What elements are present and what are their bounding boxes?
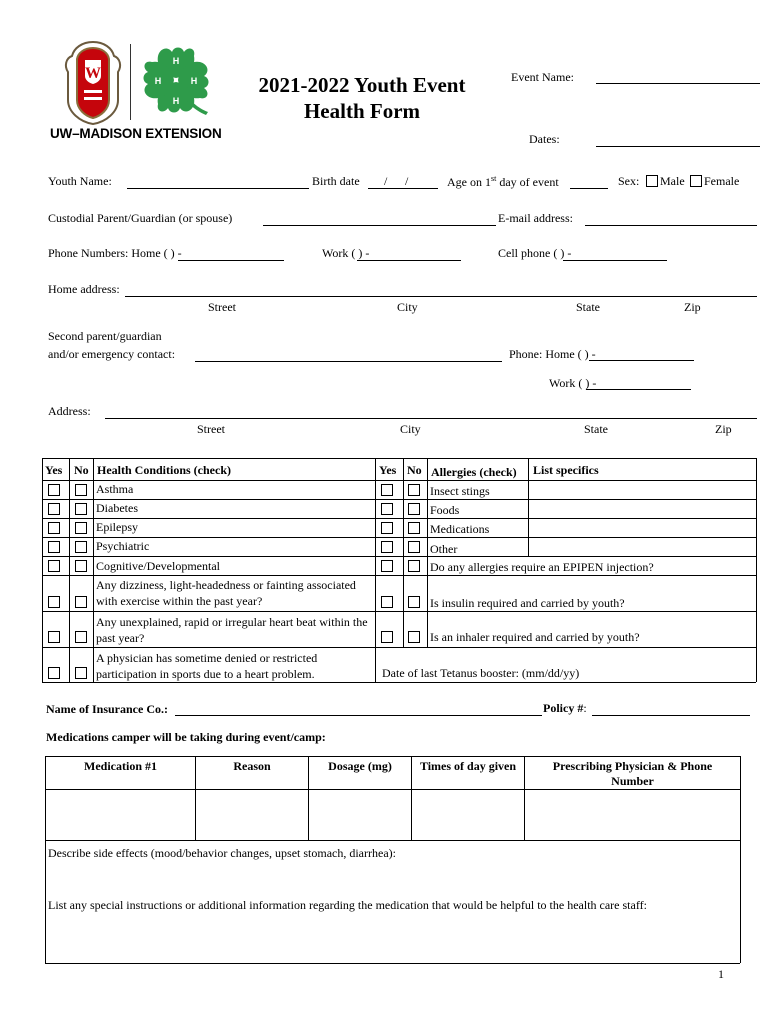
- med-col-times: Times of day given: [419, 759, 517, 773]
- birth-date-slash-2: /: [405, 174, 409, 188]
- condition-no-checkbox[interactable]: [75, 541, 87, 553]
- allergy-yes-checkbox[interactable]: [381, 522, 393, 534]
- allergies-header: Allergies (check): [431, 465, 517, 479]
- four-h-clover-icon: [138, 42, 214, 122]
- home-address-street: Street: [208, 300, 236, 314]
- page-number: 1: [718, 967, 724, 981]
- age-field[interactable]: [570, 188, 608, 189]
- svg-text:H: H: [172, 96, 180, 106]
- page-title-line2: Health Form: [303, 99, 421, 123]
- second-address-label: Address:: [48, 404, 91, 418]
- allergy-no-checkbox[interactable]: [408, 596, 420, 608]
- second-parent-label-1: Second parent/guardian: [48, 329, 162, 343]
- condition-no-checkbox[interactable]: [75, 484, 87, 496]
- allergy-yes-checkbox[interactable]: [381, 596, 393, 608]
- allergies-no-header: No: [407, 463, 422, 477]
- second-parent-label-2: and/or emergency contact:: [48, 347, 176, 361]
- condition-label: Cognitive/Developmental: [96, 559, 220, 573]
- second-parent-field[interactable]: [195, 361, 502, 362]
- list-specifics-header: List specifics: [533, 463, 599, 477]
- birth-date-slash-1: /: [384, 174, 388, 188]
- condition-no-checkbox[interactable]: [75, 667, 87, 679]
- allergy-no-checkbox[interactable]: [408, 631, 420, 643]
- youth-name-field[interactable]: [127, 188, 309, 189]
- phone-work-field[interactable]: [357, 260, 461, 261]
- logo-divider: [130, 44, 131, 120]
- condition-yes-checkbox[interactable]: [48, 484, 60, 496]
- condition-label: A physician has sometime denied or restricted participation in sports due to a heart problem.: [96, 651, 318, 681]
- allergy-yes-checkbox[interactable]: [381, 503, 393, 515]
- allergy-no-checkbox[interactable]: [408, 541, 420, 553]
- condition-yes-checkbox[interactable]: [48, 631, 60, 643]
- sex-female-checkbox[interactable]: [690, 175, 702, 187]
- birth-date-field[interactable]: [368, 188, 438, 189]
- svg-text:W: W: [85, 65, 101, 82]
- second-address-city: City: [400, 422, 421, 436]
- condition-label: Any dizziness, light-headedness or fainting associated with exercise within the past year?: [96, 578, 356, 608]
- conditions-no-header: No: [74, 463, 89, 477]
- allergy-label: Is an inhaler required and carried by youth?: [430, 630, 640, 644]
- home-address-state: State: [576, 300, 600, 314]
- allergy-no-checkbox[interactable]: [408, 484, 420, 496]
- svg-text:H: H: [172, 56, 180, 66]
- condition-label: Epilepsy: [96, 520, 138, 534]
- conditions-yes-header: Yes: [45, 463, 63, 477]
- allergy-no-checkbox[interactable]: [408, 503, 420, 515]
- custodial-parent-label: Custodial Parent/Guardian (or spouse): [48, 211, 233, 225]
- allergy-label: Is insulin required and carried by youth?: [430, 596, 625, 610]
- allergy-yes-checkbox[interactable]: [381, 631, 393, 643]
- page-title-line1: 2021-2022 Youth Event: [258, 73, 466, 97]
- allergy-no-checkbox[interactable]: [408, 522, 420, 534]
- sex-male-checkbox[interactable]: [646, 175, 658, 187]
- birth-date-label: Birth date: [312, 174, 360, 188]
- second-address-field[interactable]: [105, 418, 757, 419]
- policy-label-text: Policy #: [543, 701, 584, 715]
- condition-no-checkbox[interactable]: [75, 631, 87, 643]
- condition-yes-checkbox[interactable]: [48, 667, 60, 679]
- med-cell-dosage[interactable]: [309, 790, 411, 840]
- med-cell-times[interactable]: [412, 790, 524, 840]
- medications-heading: Medications camper will be taking during event/camp:: [46, 730, 326, 744]
- med-col-physician: Prescribing Physician & Phone Number: [552, 759, 713, 788]
- logo-area: [50, 40, 225, 145]
- event-name-field[interactable]: [596, 83, 760, 84]
- med-cell-medication[interactable]: [46, 790, 195, 840]
- home-address-field[interactable]: [125, 296, 757, 297]
- condition-label: Psychiatric: [96, 539, 150, 553]
- conditions-header: Health Conditions (check): [97, 463, 232, 477]
- sex-male-label: Male: [660, 174, 685, 188]
- allergy-yes-checkbox[interactable]: [381, 560, 393, 572]
- allergy-yes-checkbox[interactable]: [381, 484, 393, 496]
- age-label-pre: Age on 1: [447, 175, 491, 189]
- second-address-street: Street: [197, 422, 225, 436]
- home-address-city: City: [397, 300, 418, 314]
- home-address-zip: Zip: [684, 300, 701, 314]
- policy-label: [543, 701, 587, 716]
- condition-yes-checkbox[interactable]: [48, 560, 60, 572]
- side-effects-label: Describe side effects (mood/behavior changes, upset stomach, diarrhea):: [48, 846, 396, 860]
- phone-cell-field[interactable]: [563, 260, 667, 261]
- med-col-medication: Medication #1: [84, 759, 157, 773]
- allergy-yes-checkbox[interactable]: [381, 541, 393, 553]
- condition-label: Any unexplained, rapid or irregular heart beat within the past year?: [96, 615, 368, 645]
- sex-female-label: Female: [704, 174, 740, 188]
- email-field[interactable]: [585, 225, 757, 226]
- custodial-parent-field[interactable]: [263, 225, 496, 226]
- allergy-label: Other: [430, 542, 458, 556]
- condition-no-checkbox[interactable]: [75, 522, 87, 534]
- svg-text:H: H: [154, 76, 162, 86]
- phone-home-label: Phone Numbers: Home ( ) -: [48, 246, 182, 260]
- event-name-label: Event Name:: [511, 70, 574, 84]
- med-cell-reason[interactable]: [196, 790, 308, 840]
- med-cell-physician[interactable]: [525, 790, 740, 840]
- svg-text:H: H: [190, 76, 198, 86]
- allergy-no-checkbox[interactable]: [408, 560, 420, 572]
- condition-yes-checkbox[interactable]: [48, 541, 60, 553]
- policy-field[interactable]: [592, 715, 750, 716]
- second-address-state: State: [584, 422, 608, 436]
- second-phone-home-label: Phone: Home ( ) -: [509, 347, 596, 361]
- med-col-dosage: Dosage (mg): [328, 759, 392, 773]
- youth-name-label: Youth Name:: [48, 174, 112, 188]
- condition-yes-checkbox[interactable]: [48, 522, 60, 534]
- second-phone-work-field[interactable]: [586, 389, 691, 390]
- page-title: [232, 72, 492, 124]
- med-col-reason: Reason: [233, 759, 271, 773]
- condition-no-checkbox[interactable]: [75, 503, 87, 515]
- phone-cell-label: Cell phone ( ) -: [498, 246, 572, 260]
- age-label-post: day of event: [496, 175, 559, 189]
- age-label: [447, 174, 559, 190]
- condition-label: Diabetes: [96, 501, 138, 515]
- allergy-label: Do any allergies require an EPIPEN injection?: [430, 560, 654, 574]
- second-phone-home-field[interactable]: [589, 360, 694, 361]
- condition-yes-checkbox[interactable]: [48, 596, 60, 608]
- email-label: E-mail address:: [498, 211, 573, 225]
- uw-crest-icon: [62, 40, 124, 126]
- condition-no-checkbox[interactable]: [75, 560, 87, 572]
- condition-yes-checkbox[interactable]: [48, 503, 60, 515]
- insurance-name-label: Name of Insurance Co.:: [46, 702, 168, 716]
- second-address-zip: Zip: [715, 422, 732, 436]
- second-phone-work-label: Work ( ) -: [549, 376, 597, 390]
- home-address-label: Home address:: [48, 282, 120, 296]
- dates-field[interactable]: [596, 146, 760, 147]
- allergy-label: Medications: [430, 522, 490, 536]
- phone-work-label: Work ( ) -: [322, 246, 370, 260]
- dates-label: Dates:: [529, 132, 560, 146]
- condition-no-checkbox[interactable]: [75, 596, 87, 608]
- tetanus-label: Date of last Tetanus booster: (mm/dd/yy): [382, 666, 580, 680]
- allergies-yes-header: Yes: [379, 463, 397, 477]
- phone-home-field[interactable]: [178, 260, 284, 261]
- policy-label-colon: :: [583, 701, 587, 715]
- sex-label: Sex:: [618, 174, 640, 188]
- org-name: UW–MADISON EXTENSION: [50, 126, 222, 141]
- allergy-label: Foods: [430, 503, 460, 517]
- age-label-sup: st: [491, 174, 497, 183]
- condition-label: Asthma: [96, 482, 134, 496]
- insurance-name-field[interactable]: [175, 715, 542, 716]
- allergy-label: Insect stings: [430, 484, 490, 498]
- special-instructions-label: List any special instructions or additional information regarding the medication that would be helpful to the health care staff:: [48, 898, 647, 912]
